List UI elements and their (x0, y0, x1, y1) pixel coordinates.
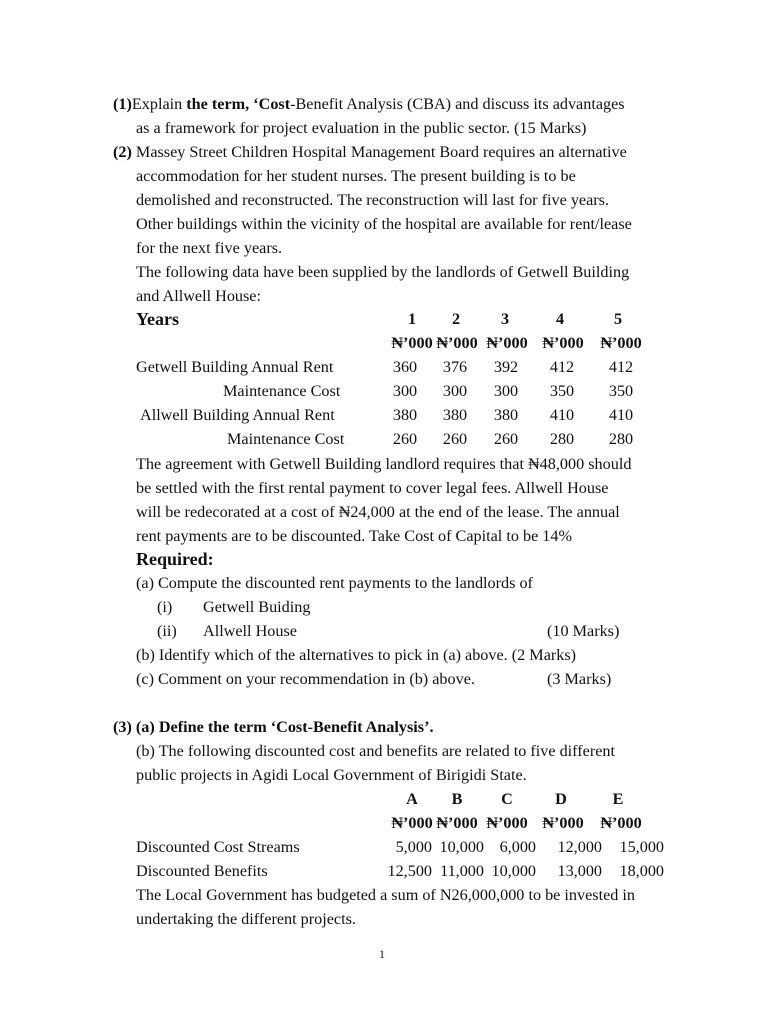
q2-part-a-marks: (10 Marks) (547, 622, 620, 640)
q2-part-b: (b) Identify which of the alternatives to pick in (a) above. (2 Marks) (136, 646, 577, 664)
q2-line-4: Other buildings within the vicinity of the hospital are available for rent/lease (136, 215, 632, 233)
q2-part-a-ii-text: Allwell House (203, 622, 297, 640)
projects-cell: 12,500 (387, 862, 432, 880)
q2-line-3: demolished and reconstructed. The reconstruction will last for five years. (136, 191, 610, 209)
rent-cell: 380 (442, 406, 468, 424)
rent-cell: 380 (493, 406, 519, 424)
rent-cell: 412 (608, 358, 634, 376)
q2-part-a-ii-num: (ii) (157, 622, 177, 640)
rent-cell: 280 (608, 430, 634, 448)
q2-line-6: The following data have been supplied by the landlords of Getwell Building (136, 263, 630, 281)
projects-cell: 13,000 (557, 862, 602, 880)
rent-table-unit-2: ₦’000 (436, 334, 478, 352)
projects-cell: 15,000 (619, 838, 664, 856)
projects-col-a: A (406, 790, 418, 808)
q1-line-1 (113, 94, 625, 114)
rent-cell: 300 (442, 382, 468, 400)
rent-table-years-label: Years (136, 309, 179, 329)
q1-text-a: Explain (131, 95, 187, 113)
rent-table-year-1: 1 (407, 310, 417, 328)
q1-line-2: as a framework for project evaluation in the public sector. (15 Marks) (136, 119, 587, 137)
q1-term-emphasis: the term, ‘Cost (186, 95, 291, 113)
q1-number: (1) (113, 95, 132, 113)
rent-cell: 260 (493, 430, 519, 448)
rent-row-getwell-maint-label: Maintenance Cost (223, 382, 341, 400)
rent-cell: 410 (549, 406, 575, 424)
rent-cell: 300 (493, 382, 519, 400)
rent-table-year-5: 5 (613, 310, 623, 328)
projects-cell: 18,000 (619, 862, 664, 880)
rent-cell: 300 (392, 382, 418, 400)
q2-agreement-line-2: be settled with the first rental payment to cover legal fees. Allwell House (136, 479, 609, 497)
projects-unit: ₦’000 (391, 814, 433, 832)
q3-line-1: (3) (a) Define the term ‘Cost-Benefit Analysis’. (113, 718, 434, 736)
rent-cell: 350 (608, 382, 634, 400)
rent-cell: 360 (392, 358, 418, 376)
projects-unit: ₦’000 (542, 814, 584, 832)
rent-table-unit-4: ₦’000 (542, 334, 584, 352)
q2-number: (2) (113, 143, 132, 161)
q3-line-3: public projects in Agidi Local Government of Birigidi State. (136, 766, 527, 784)
q2-line-5: for the next five years. (136, 239, 283, 257)
projects-unit: ₦’000 (486, 814, 528, 832)
page-number: 1 (379, 947, 385, 961)
projects-row-benefits-label: Discounted Benefits (136, 862, 268, 880)
projects-col-e: E (612, 790, 624, 808)
rent-table-year-3: 3 (500, 310, 510, 328)
q3-line-2: (b) The following discounted cost and benefits are related to five different (136, 742, 616, 760)
projects-cell: 10,000 (491, 862, 536, 880)
rent-row-allwell-maint-label: Maintenance Cost (227, 430, 345, 448)
projects-cell: 11,000 (440, 862, 484, 880)
q2-agreement-line-1: The agreement with Getwell Building landlord requires that ₦48,000 should (136, 455, 632, 473)
rent-table-year-2: 2 (451, 310, 461, 328)
rent-row-getwell-rent-label: Getwell Building Annual Rent (136, 358, 334, 376)
rent-cell: 380 (392, 406, 418, 424)
q2-part-a-i-num: (i) (157, 598, 173, 616)
q2-agreement-line-4: rent payments are to be discounted. Take Cost of Capital to be 14% (136, 527, 572, 545)
q1-text-b: -Benefit Analysis (CBA) and discuss its advantages (290, 95, 625, 113)
projects-cell: 10,000 (439, 838, 484, 856)
q2-line-7: and Allwell House: (136, 287, 261, 305)
projects-cell: 5,000 (395, 838, 432, 856)
rent-row-allwell-rent-label: Allwell Building Annual Rent (140, 406, 335, 424)
projects-col-b: B (451, 790, 463, 808)
projects-cell: 6,000 (499, 838, 536, 856)
rent-cell: 392 (493, 358, 519, 376)
q2-part-a-i-text: Getwell Buiding (203, 598, 311, 616)
rent-cell: 410 (608, 406, 634, 424)
q2-part-c: (c) Comment on your recommendation in (b) above. (136, 670, 475, 688)
rent-table-year-4: 4 (555, 310, 565, 328)
projects-row-cost-label: Discounted Cost Streams (136, 838, 300, 856)
q3-budget-line-1: The Local Government has budgeted a sum of N26,000,000 to be invested in (136, 886, 635, 904)
rent-table-unit-5: ₦’000 (600, 334, 642, 352)
rent-cell: 376 (442, 358, 468, 376)
q2-part-a: (a) Compute the discounted rent payments to the landlords of (136, 574, 533, 592)
rent-cell: 260 (442, 430, 468, 448)
q3-budget-line-2: undertaking the different projects. (136, 910, 356, 928)
q2-part-c-marks: (3 Marks) (547, 670, 612, 688)
projects-col-d: D (555, 790, 567, 808)
rent-table-unit-1: ₦’000 (391, 334, 433, 352)
rent-table-unit-3: ₦’000 (486, 334, 528, 352)
projects-cell: 12,000 (557, 838, 602, 856)
required-heading: Required: (136, 549, 214, 569)
q2-text: Massey Street Children Hospital Management Board requires an alternative (131, 143, 627, 161)
q2-line-2: accommodation for her student nurses. The present building is to be (136, 167, 576, 185)
projects-unit: ₦’000 (436, 814, 478, 832)
projects-unit: ₦’000 (600, 814, 642, 832)
rent-cell: 412 (549, 358, 575, 376)
rent-cell: 280 (549, 430, 575, 448)
q2-agreement-line-3: will be redecorated at a cost of ₦24,000 at the end of the lease. The annual (136, 503, 620, 521)
projects-col-c: C (501, 790, 513, 808)
q2-line-1 (113, 142, 627, 162)
rent-cell: 350 (549, 382, 575, 400)
rent-cell: 260 (392, 430, 418, 448)
